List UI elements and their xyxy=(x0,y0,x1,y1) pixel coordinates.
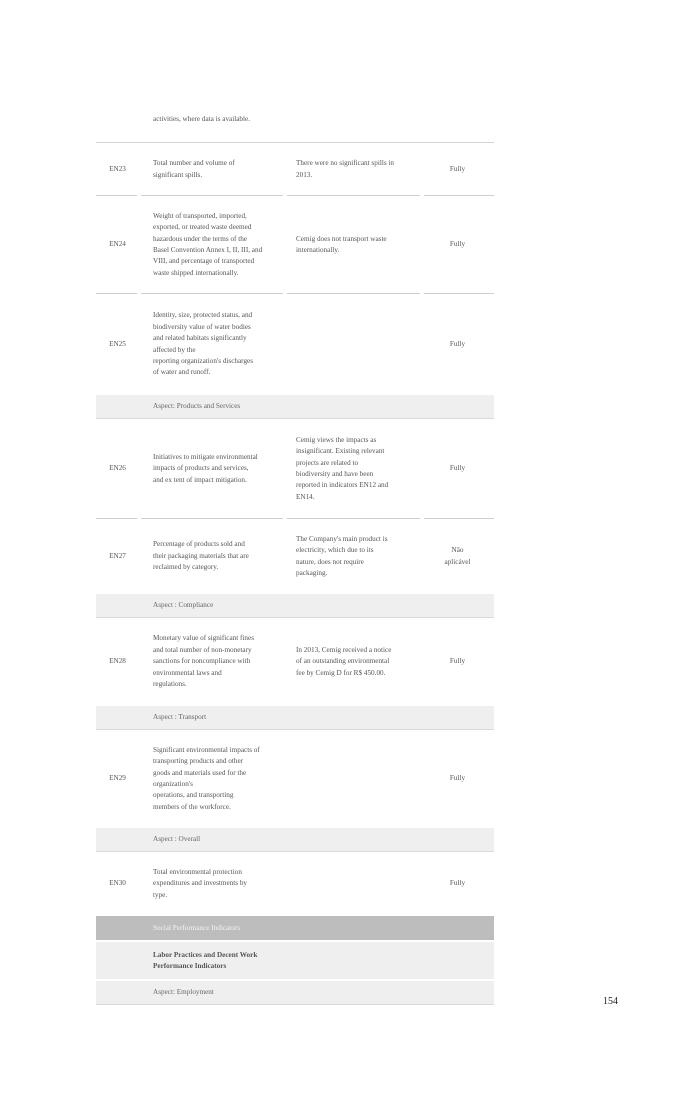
labor-practices-heading-row xyxy=(96,942,494,979)
indicator-code: EN30 xyxy=(109,879,126,888)
page-number: 154 xyxy=(603,996,618,1007)
section-label: Social Performance Indicators xyxy=(153,924,241,932)
aspect-label: Aspect : Overall xyxy=(153,835,201,843)
indicator-description: Monetary value of significant fines and total number of non-monetary sanctions for noncompliance with environmental laws and regulations. xyxy=(153,634,254,689)
indicator-code: EN24 xyxy=(109,240,126,249)
continuation-row xyxy=(96,104,494,143)
aspect-transport xyxy=(96,706,494,730)
indicator-status: Fully xyxy=(449,657,466,666)
indicator-status: Não aplicável xyxy=(444,546,471,566)
indicator-code: EN26 xyxy=(109,464,126,473)
indicator-status: Fully xyxy=(449,774,466,783)
indicator-description: Percentage of products sold and their packaging materials that are reclaimed by category. xyxy=(153,540,249,572)
section-social-performance xyxy=(96,916,494,940)
labor-practices-heading: Labor Practices and Decent Work Performance Indicators xyxy=(153,951,258,971)
indicator-response: Cemig does not transport waste internationally. xyxy=(296,234,387,254)
indicator-status: Fully xyxy=(449,339,466,348)
aspect-employment xyxy=(96,981,494,1005)
table-row-en29 xyxy=(96,730,494,828)
indicator-code: EN29 xyxy=(109,774,126,783)
indicator-response xyxy=(285,730,421,828)
indicator-code: EN28 xyxy=(109,657,126,666)
table-row-en30 xyxy=(96,852,494,916)
aspect-label: Aspect: Employment xyxy=(153,988,214,996)
indicator-status: Fully xyxy=(449,240,466,249)
indicator-description: Significant environmental impacts of transporting products and other goods and materials used for the organization's operations, and transporting members of the workforce. xyxy=(153,745,260,811)
indicator-response xyxy=(285,852,421,916)
aspect-label: Aspect : Transport xyxy=(153,713,207,721)
indicator-description: Identity, size, protected status, and biodiversity value of water bodies and related habitats significantly affected by the reporting organization's discharges of water and runoff. xyxy=(153,311,254,377)
aspect-label: Aspect : Compliance xyxy=(153,601,214,609)
indicator-status: Fully xyxy=(449,879,466,888)
indicator-description: Weight of transported, imported, exported, or treated waste deemed hazardous under the terms of the Basel Convention Annex I, II, III, and VIII, and percentage of transported waste shipped internationally. xyxy=(153,211,263,277)
indicator-response: There were no significant spills in 2013. xyxy=(296,159,395,179)
indicator-code: EN25 xyxy=(109,339,126,348)
indicator-response xyxy=(285,294,421,395)
aspect-overall xyxy=(96,828,494,852)
indicator-code: EN27 xyxy=(109,551,126,560)
table-row-en25 xyxy=(96,294,494,395)
indicator-status: Fully xyxy=(449,164,466,173)
table-row-en24 xyxy=(96,196,494,294)
indicator-response: Cemig views the impacts as insignificant. Existing relevant projects are related to biodiversity and have been reported in indicators EN12 and EN14. xyxy=(296,435,389,501)
continuation-text: activities, where data is available. xyxy=(153,115,250,123)
indicator-description: Initiatives to mitigate environmental impacts of products and services, and ex tent of impact mitigation. xyxy=(153,452,258,484)
aspect-label: Aspect: Products and Services xyxy=(153,402,241,410)
aspect-products-services xyxy=(96,395,494,419)
indicator-code: EN23 xyxy=(109,164,126,173)
indicator-description: Total environmental protection expenditures and investments by type. xyxy=(153,867,248,899)
table-row-en27 xyxy=(96,519,494,594)
indicator-response: In 2013, Cemig received a notice of an outstanding environmental fee by Cemig D for R$ 450.00. xyxy=(296,645,392,677)
indicator-description: Total number and volume of significant spills. xyxy=(153,159,235,179)
table-row-en28 xyxy=(96,618,494,706)
table-row-en26 xyxy=(96,419,494,519)
indicator-response: The Company's main product is electricity, which due to its nature, does not require packaging. xyxy=(296,534,388,577)
aspect-compliance xyxy=(96,594,494,618)
indicator-status: Fully xyxy=(449,464,466,473)
table-row-en23 xyxy=(96,143,494,196)
gri-indicator-table xyxy=(96,104,494,1005)
